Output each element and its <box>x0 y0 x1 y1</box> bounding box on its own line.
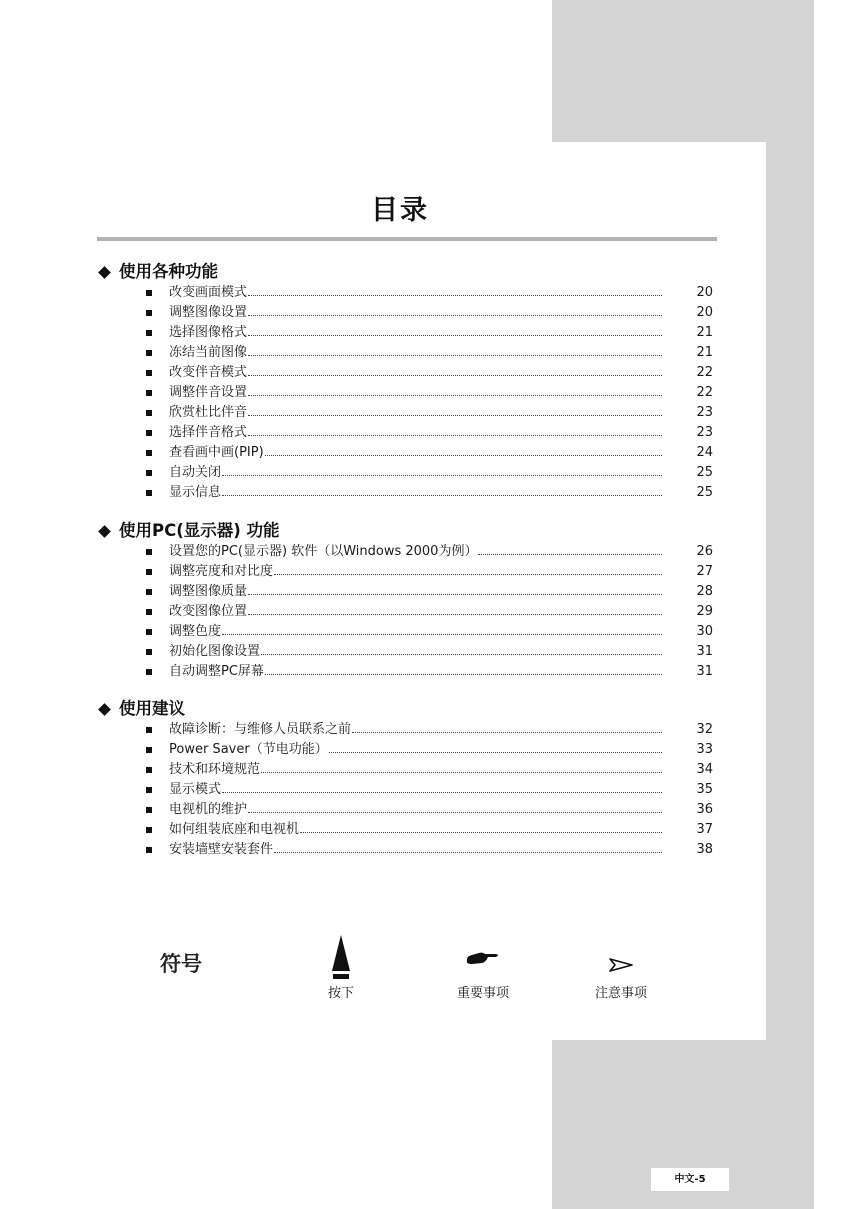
toc-entry[interactable] <box>96 383 720 403</box>
symbol-important-label: 重要事项 <box>456 986 509 1001</box>
toc-page-number: 22 <box>696 385 713 400</box>
arrowhead-icon <box>586 932 656 982</box>
toc-entry-body <box>169 343 663 363</box>
toc-entry[interactable] <box>96 642 720 662</box>
toc-entry[interactable] <box>96 483 720 503</box>
toc-entry-label: 初始化图像设置 <box>169 644 261 659</box>
toc-entry[interactable] <box>96 343 720 363</box>
toc-entry-label: 选择图像格式 <box>169 325 248 340</box>
toc-entry[interactable] <box>96 463 720 483</box>
dot-leader <box>248 811 662 813</box>
dot-leader <box>248 394 662 396</box>
dot-leader <box>222 791 662 793</box>
toc-entry-body <box>169 463 663 483</box>
toc-page-number: 35 <box>696 782 713 797</box>
dot-leader <box>248 434 662 436</box>
toc-entry-label: 选择伴音格式 <box>169 425 248 440</box>
toc-entry[interactable] <box>96 602 720 622</box>
section-heading <box>96 520 720 542</box>
toc-page-number: 32 <box>696 722 713 737</box>
toc-page-number: 29 <box>696 604 713 619</box>
dot-leader <box>478 553 662 555</box>
toc-entry[interactable] <box>96 840 720 860</box>
toc-entry-body <box>169 602 663 622</box>
dot-leader <box>274 573 662 575</box>
square-bullet-icon <box>146 669 152 675</box>
toc-entry[interactable] <box>96 363 720 383</box>
dot-leader <box>352 731 662 733</box>
dot-leader <box>248 294 662 296</box>
symbol-press-label: 按下 <box>327 986 354 1001</box>
square-bullet-icon <box>146 450 152 456</box>
section-heading-text: 使用各种功能 <box>119 262 218 281</box>
diamond-bullet-icon <box>98 266 111 279</box>
toc-page-number: 30 <box>696 624 713 639</box>
toc-entry-label: 安装墙壁安装套件 <box>169 842 274 857</box>
toc-page-number: 37 <box>696 822 713 837</box>
pointing-hand-icon <box>448 932 518 982</box>
dot-leader <box>222 474 662 476</box>
dot-leader <box>222 494 662 496</box>
toc-entry-body <box>169 423 663 443</box>
dot-leader <box>274 851 662 853</box>
toc-page-number: 31 <box>696 644 713 659</box>
square-bullet-icon <box>146 649 152 655</box>
toc-entry[interactable] <box>96 780 720 800</box>
square-bullet-icon <box>146 370 152 376</box>
title-rule <box>97 237 717 241</box>
toc-entry-body <box>169 383 663 403</box>
square-bullet-icon <box>146 490 152 496</box>
toc-entry-label: 调整图像质量 <box>169 584 248 599</box>
toc-entry-body <box>169 443 663 463</box>
toc-page-number: 20 <box>696 285 713 300</box>
square-bullet-icon <box>146 430 152 436</box>
toc-section <box>96 520 720 682</box>
toc-entry-label: 故障诊断：与维修人员联系之前 <box>169 722 352 737</box>
dot-leader <box>329 751 662 753</box>
toc-entry-body <box>169 582 663 602</box>
dot-leader <box>248 593 662 595</box>
page-title: 目录 <box>371 195 429 226</box>
square-bullet-icon <box>146 390 152 396</box>
diamond-bullet-icon <box>98 703 111 716</box>
toc-entry-body <box>169 642 663 662</box>
toc-entry[interactable] <box>96 720 720 740</box>
toc-entry[interactable] <box>96 800 720 820</box>
dot-leader <box>248 354 662 356</box>
toc-entry-body <box>169 542 663 562</box>
toc-entry-label: 自动关闭 <box>169 465 222 480</box>
dot-leader <box>222 633 662 635</box>
toc-entry-body <box>169 363 663 383</box>
square-bullet-icon <box>146 767 152 773</box>
toc-entry-body <box>169 760 663 780</box>
square-bullet-icon <box>146 747 152 753</box>
square-bullet-icon <box>146 847 152 853</box>
symbol-note-label: 注意事项 <box>594 986 647 1001</box>
toc-page-number: 34 <box>696 762 713 777</box>
toc-page-number: 21 <box>696 325 713 340</box>
toc-page-number: 27 <box>696 564 713 579</box>
section-heading <box>96 261 720 283</box>
dot-leader <box>248 334 662 336</box>
diamond-bullet-icon <box>98 525 111 538</box>
toc-page-number: 23 <box>696 405 713 420</box>
toc-entry[interactable] <box>96 622 720 642</box>
toc-page-number: 23 <box>696 425 713 440</box>
toc-entry-label: Power Saver（节电功能） <box>169 742 328 757</box>
toc-entry-label: 显示模式 <box>169 782 222 797</box>
toc-entry[interactable] <box>96 283 720 303</box>
toc-entry-body <box>169 740 663 760</box>
toc-entry-label: 改变图像位置 <box>169 604 248 619</box>
toc-page-number: 25 <box>696 465 713 480</box>
square-bullet-icon <box>146 310 152 316</box>
toc-entry[interactable] <box>96 562 720 582</box>
symbols-title: 符号 <box>160 952 202 976</box>
square-bullet-icon <box>146 350 152 356</box>
square-bullet-icon <box>146 290 152 296</box>
toc-page-number: 22 <box>696 365 713 380</box>
toc-entry-body <box>169 720 663 740</box>
toc-entry[interactable] <box>96 820 720 840</box>
toc-entry-body <box>169 820 663 840</box>
toc-page-number: 28 <box>696 584 713 599</box>
square-bullet-icon <box>146 787 152 793</box>
toc-entry-body <box>169 323 663 343</box>
toc-entry[interactable] <box>96 740 720 760</box>
toc-entry-label: 查看画中画(PIP) <box>169 445 264 460</box>
toc-section <box>96 698 720 860</box>
square-bullet-icon <box>146 410 152 416</box>
dot-leader <box>248 374 662 376</box>
toc-entry-body <box>169 283 663 303</box>
toc-entry-label: 电视机的维护 <box>169 802 248 817</box>
square-bullet-icon <box>146 609 152 615</box>
toc-page-number: 31 <box>696 664 713 679</box>
square-bullet-icon <box>146 589 152 595</box>
toc-page-number: 25 <box>696 485 713 500</box>
toc-page-number: 20 <box>696 305 713 320</box>
dot-leader <box>248 414 662 416</box>
toc-entry-body <box>169 303 663 323</box>
toc-page-number: 33 <box>696 742 713 757</box>
square-bullet-icon <box>146 727 152 733</box>
toc-entry-body <box>169 483 663 503</box>
toc-page-number: 36 <box>696 802 713 817</box>
toc-page-number: 24 <box>696 445 713 460</box>
toc-entry[interactable] <box>96 582 720 602</box>
square-bullet-icon <box>146 330 152 336</box>
toc-entry-label: 技术和环境规范 <box>169 762 261 777</box>
toc-entry-label: 改变伴音模式 <box>169 365 248 380</box>
dot-leader <box>261 653 662 655</box>
dot-leader <box>248 613 662 615</box>
toc-entry-label: 调整伴音设置 <box>169 385 248 400</box>
toc-entry-label: 冻结当前图像 <box>169 345 248 360</box>
square-bullet-icon <box>146 549 152 555</box>
dot-leader <box>248 314 662 316</box>
dot-leader <box>300 831 662 833</box>
square-bullet-icon <box>146 470 152 476</box>
toc-entry-label: 调整图像设置 <box>169 305 248 320</box>
square-bullet-icon <box>146 569 152 575</box>
toc-entry[interactable] <box>96 542 720 562</box>
section-heading <box>96 698 720 720</box>
toc-entry-body <box>169 780 663 800</box>
toc-entry[interactable] <box>96 443 720 463</box>
toc-entry-body <box>169 662 663 682</box>
symbol-note <box>586 932 656 1001</box>
toc-entry-body <box>169 622 663 642</box>
symbol-important <box>448 932 518 1001</box>
toc-entry-label: 显示信息 <box>169 485 222 500</box>
dot-leader <box>265 673 662 675</box>
toc-entry[interactable] <box>96 403 720 423</box>
toc-entry-label: 自动调整PC屏幕 <box>169 664 264 679</box>
toc-entry-label: 欣赏杜比伴音 <box>169 405 248 420</box>
toc-entry[interactable] <box>96 760 720 780</box>
toc-entry-label: 调整色度 <box>169 624 222 639</box>
press-arrow-icon <box>318 932 364 982</box>
toc-entry-body <box>169 403 663 423</box>
toc-page-number: 21 <box>696 345 713 360</box>
square-bullet-icon <box>146 629 152 635</box>
toc-entry[interactable] <box>96 662 720 682</box>
square-bullet-icon <box>146 807 152 813</box>
toc-entry[interactable] <box>96 423 720 443</box>
toc-section <box>96 261 720 503</box>
section-heading-text: 使用建议 <box>119 699 185 718</box>
toc-entry-label: 调整亮度和对比度 <box>169 564 274 579</box>
symbol-press <box>318 932 364 1001</box>
toc-entry-body <box>169 840 663 860</box>
toc-page-number: 38 <box>696 842 713 857</box>
gray-band-top <box>552 0 814 142</box>
page-number-badge: 中文-5 <box>651 1168 729 1191</box>
toc-page-number: 26 <box>696 544 713 559</box>
toc-entry[interactable] <box>96 323 720 343</box>
toc-entry-label: 设置您的PC(显示器) 软件（以Windows 2000为例） <box>169 544 478 559</box>
gray-band-right <box>766 142 814 1040</box>
toc-entry-body <box>169 562 663 582</box>
toc-entry[interactable] <box>96 303 720 323</box>
dot-leader <box>261 771 662 773</box>
toc-entry-label: 改变画面模式 <box>169 285 248 300</box>
square-bullet-icon <box>146 827 152 833</box>
section-heading-text: 使用PC(显示器) 功能 <box>119 521 280 540</box>
dot-leader <box>265 454 662 456</box>
toc-entry-label: 如何组装底座和电视机 <box>169 822 300 837</box>
toc-entry-body <box>169 800 663 820</box>
